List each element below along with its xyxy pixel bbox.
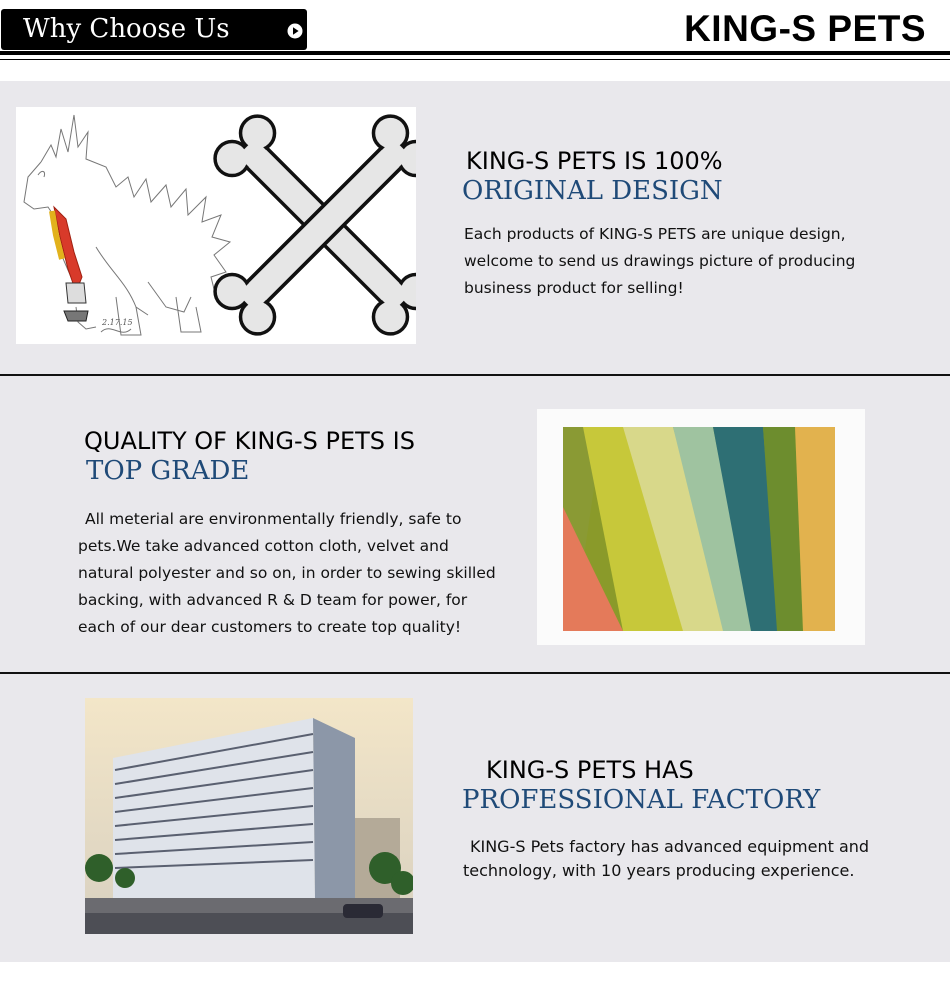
factory-building [85,698,413,934]
fabric-image [537,409,865,645]
section-2-subtitle: TOP GRADE [86,456,250,486]
sketch-image [16,107,416,344]
section-1-body: Each products of KING-S PETS are unique design, welcome to send us drawings picture of producing business product for selling! [464,225,856,297]
section-top-grade [0,376,950,672]
section-3-subtitle: PROFESSIONAL FACTORY [462,785,821,815]
why-choose-us-label: Why Choose Us [23,14,230,44]
section-2-title: QUALITY OF KING-S PETS IS [84,427,415,455]
sketch-signature: 2.17.15 [102,318,133,327]
section-original-design [0,81,950,374]
fabric-swatches [537,409,865,645]
header-rule-thick [0,51,950,55]
section-professional-factory [0,674,950,962]
section-1-title: KING-S PETS IS 100% [466,147,723,175]
section-3-title: KING-S PETS HAS [486,756,694,784]
header [0,0,950,60]
why-choose-us-banner[interactable] [1,9,307,50]
section-3-body: KING-S Pets factory has advanced equipment and technology, with 10 years producing experience. [463,837,870,880]
section-2-body: All meterial are environmentally friendly, safe to pets.We take advanced cotton cloth, velvet and natural polyester and so on, in order to sewing skilled backing, with advanced R & D team for power, for each of our dear customers to create top quality! [78,510,496,636]
play-circle-icon[interactable] [287,23,303,39]
brand-name: KING-S PETS [684,8,926,49]
factory-image [85,698,413,934]
section-1-subtitle: ORIGINAL DESIGN [462,176,723,206]
header-rule-thin [0,59,950,60]
dog-and-bones-sketch [16,107,416,344]
